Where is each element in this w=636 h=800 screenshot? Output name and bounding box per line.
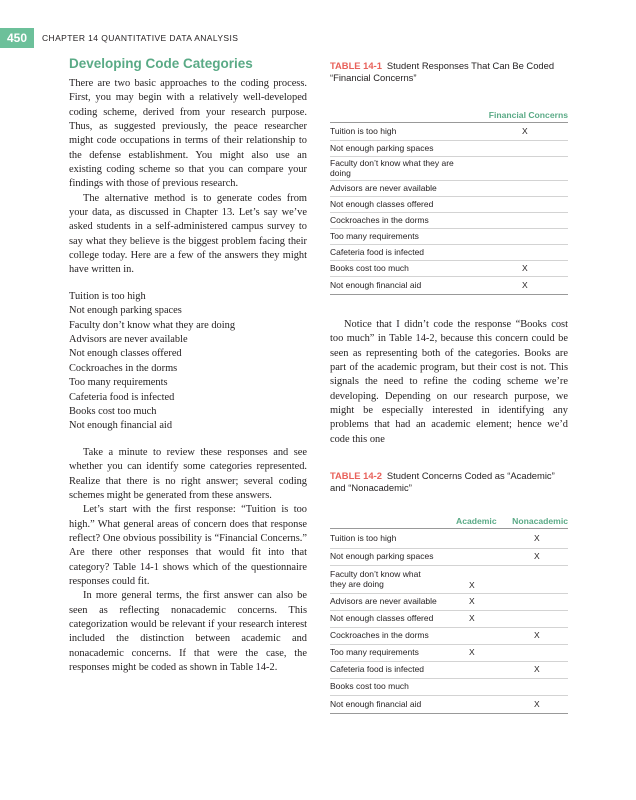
column-header-academic: Academic (456, 516, 497, 526)
row-mark-nonacademic: X (534, 698, 540, 709)
row-label: Not enough parking spaces (330, 142, 434, 153)
table-row (330, 181, 568, 197)
left-column (69, 56, 307, 675)
table-header (330, 514, 568, 529)
row-label: Cockroaches in the dorms (330, 630, 429, 641)
table-label: TABLE 14-2 (330, 470, 382, 481)
row-label: Too many requirements (330, 647, 419, 658)
column-header-nonacademic: Nonacademic (512, 516, 568, 526)
right-column-text (330, 318, 568, 447)
row-label: Cafeteria food is infected (330, 664, 425, 675)
page-number: 450 (0, 28, 34, 48)
table-row (330, 696, 568, 714)
list-item: Faculty don’t know what they are doing (69, 319, 236, 331)
paragraph: There are two basic approaches to the coding process. First, you may begin with a relatively well-developed coding scheme, derived from your research purpose. Thus, as suggested previously, the peace researcher might code occupations in terms of their relationship to the defense establishment. You might also use an existing coding scheme so that you can compare your findings with those of previous research. (69, 78, 307, 190)
row-label: Not enough classes offered (330, 613, 434, 624)
row-label: Books cost too much (330, 681, 409, 692)
list-item: Cockroaches in the dorms (69, 362, 178, 374)
table-header (330, 108, 568, 123)
list-item: Not enough parking spaces (69, 305, 182, 317)
row-mark-academic: X (469, 596, 475, 607)
row-mark: X (522, 279, 528, 290)
table-row (330, 213, 568, 229)
table-row (330, 662, 568, 679)
table-caption: Student Responses That Can Be Coded “Financial Concerns” (330, 60, 555, 83)
list-item: Tuition is too high (69, 290, 146, 302)
list-item: Not enough classes offered (69, 348, 182, 360)
table-row (330, 679, 568, 696)
paragraph: Let’s start with the first response: “Tuition is too high.” What general areas of concern does that response reflect? One obvious possibility is “Financial Concerns.” Are there other responses that would fit into that category? Table 14-1 shows which of the questionnaire responses could fit. (69, 504, 307, 587)
list-item: Advisors are never available (69, 334, 188, 346)
row-label: Faculty don’t know what they are doing (330, 158, 454, 178)
list-item: Too many requirements (69, 377, 168, 389)
row-mark: X (522, 262, 528, 273)
table-title (330, 470, 568, 494)
table-row (330, 594, 568, 611)
table-row (330, 123, 568, 141)
row-label: Not enough classes offered (330, 198, 434, 209)
table-row (330, 261, 568, 277)
table-row (330, 245, 568, 261)
table-row (330, 197, 568, 213)
row-label: Advisors are never available (330, 182, 437, 193)
row-mark-nonacademic: X (534, 551, 540, 562)
response-list (69, 290, 307, 434)
table-row (330, 141, 568, 157)
table-body (330, 529, 568, 714)
row-label: Not enough parking spaces (330, 551, 434, 562)
paragraph: The alternative method is to generate codes from your data, as discussed in Chapter 13. Let’s say we’ve asked students in a self-administered campus survey to say what they believe is the biggest problem facing their college today. Here are a few of the answers they might have written in. (69, 192, 307, 276)
table-row (330, 645, 568, 662)
table-row (330, 611, 568, 628)
paragraph: In more general terms, the first answer can also be seen as reflecting nonacademic concerns. This categorization would be relevant if your research interest included the distinction between academic and nonacademic concerns. If that were the case, the responses might be coded as shown in Table 14-2. (69, 590, 307, 674)
row-label: Not enough financial aid (330, 279, 422, 290)
table-body (330, 123, 568, 295)
row-mark: X (522, 125, 528, 136)
table-row (330, 157, 568, 181)
table-label: TABLE 14-1 (330, 60, 382, 71)
list-item: Cafeteria food is infected (69, 391, 175, 403)
table-row (330, 529, 568, 549)
row-mark-nonacademic: X (534, 532, 540, 543)
table-caption: Student Concerns Coded as “Academic” and “Nonacademic” (330, 470, 555, 493)
table-title (330, 60, 568, 84)
row-label: Cafeteria food is infected (330, 246, 425, 257)
table-row (330, 628, 568, 645)
table-row (330, 277, 568, 295)
row-mark-nonacademic: X (534, 630, 540, 641)
chapter-header: CHAPTER 14 QUANTITATIVE DATA ANALYSIS (42, 33, 239, 43)
table-14-1 (330, 60, 568, 295)
row-label: Faculty don’t know what they are doing (330, 569, 421, 589)
section-title: Developing Code Categories (69, 56, 253, 71)
table-row (330, 549, 568, 566)
column-header-financial: Financial Concerns (488, 110, 568, 120)
list-item: Not enough financial aid (69, 420, 173, 432)
row-label: Advisors are never available (330, 596, 437, 607)
row-label: Tuition is too high (330, 532, 397, 543)
row-mark-academic: X (469, 580, 475, 590)
row-label: Tuition is too high (330, 125, 397, 136)
row-mark-academic: X (469, 613, 475, 624)
table-row (330, 566, 568, 594)
row-mark-nonacademic: X (534, 664, 540, 675)
paragraph: Notice that I didn’t code the response “Books cost too much” in Table 14-2, because this concern could be seen as representing both of the categories. Books are part of the academic program, but their cost is not. This signals the need to refine the coding scheme we’re developing. Depending on our research purpose, we might be especially interested in identifying any problems that had an academic element; hence we’d code this one (330, 319, 568, 445)
row-label: Too many requirements (330, 230, 419, 241)
table-row (330, 229, 568, 245)
row-label: Cockroaches in the dorms (330, 214, 429, 225)
list-item: Books cost too much (69, 406, 157, 418)
paragraph: Take a minute to review these responses and see whether you can identify some categories represented. Realize that there is no right answer; several coding schemes might be generated from these answers. (69, 446, 307, 501)
table-14-2 (330, 470, 568, 714)
row-mark-academic: X (469, 647, 475, 658)
row-label: Books cost too much (330, 262, 409, 273)
row-label: Not enough financial aid (330, 698, 422, 709)
